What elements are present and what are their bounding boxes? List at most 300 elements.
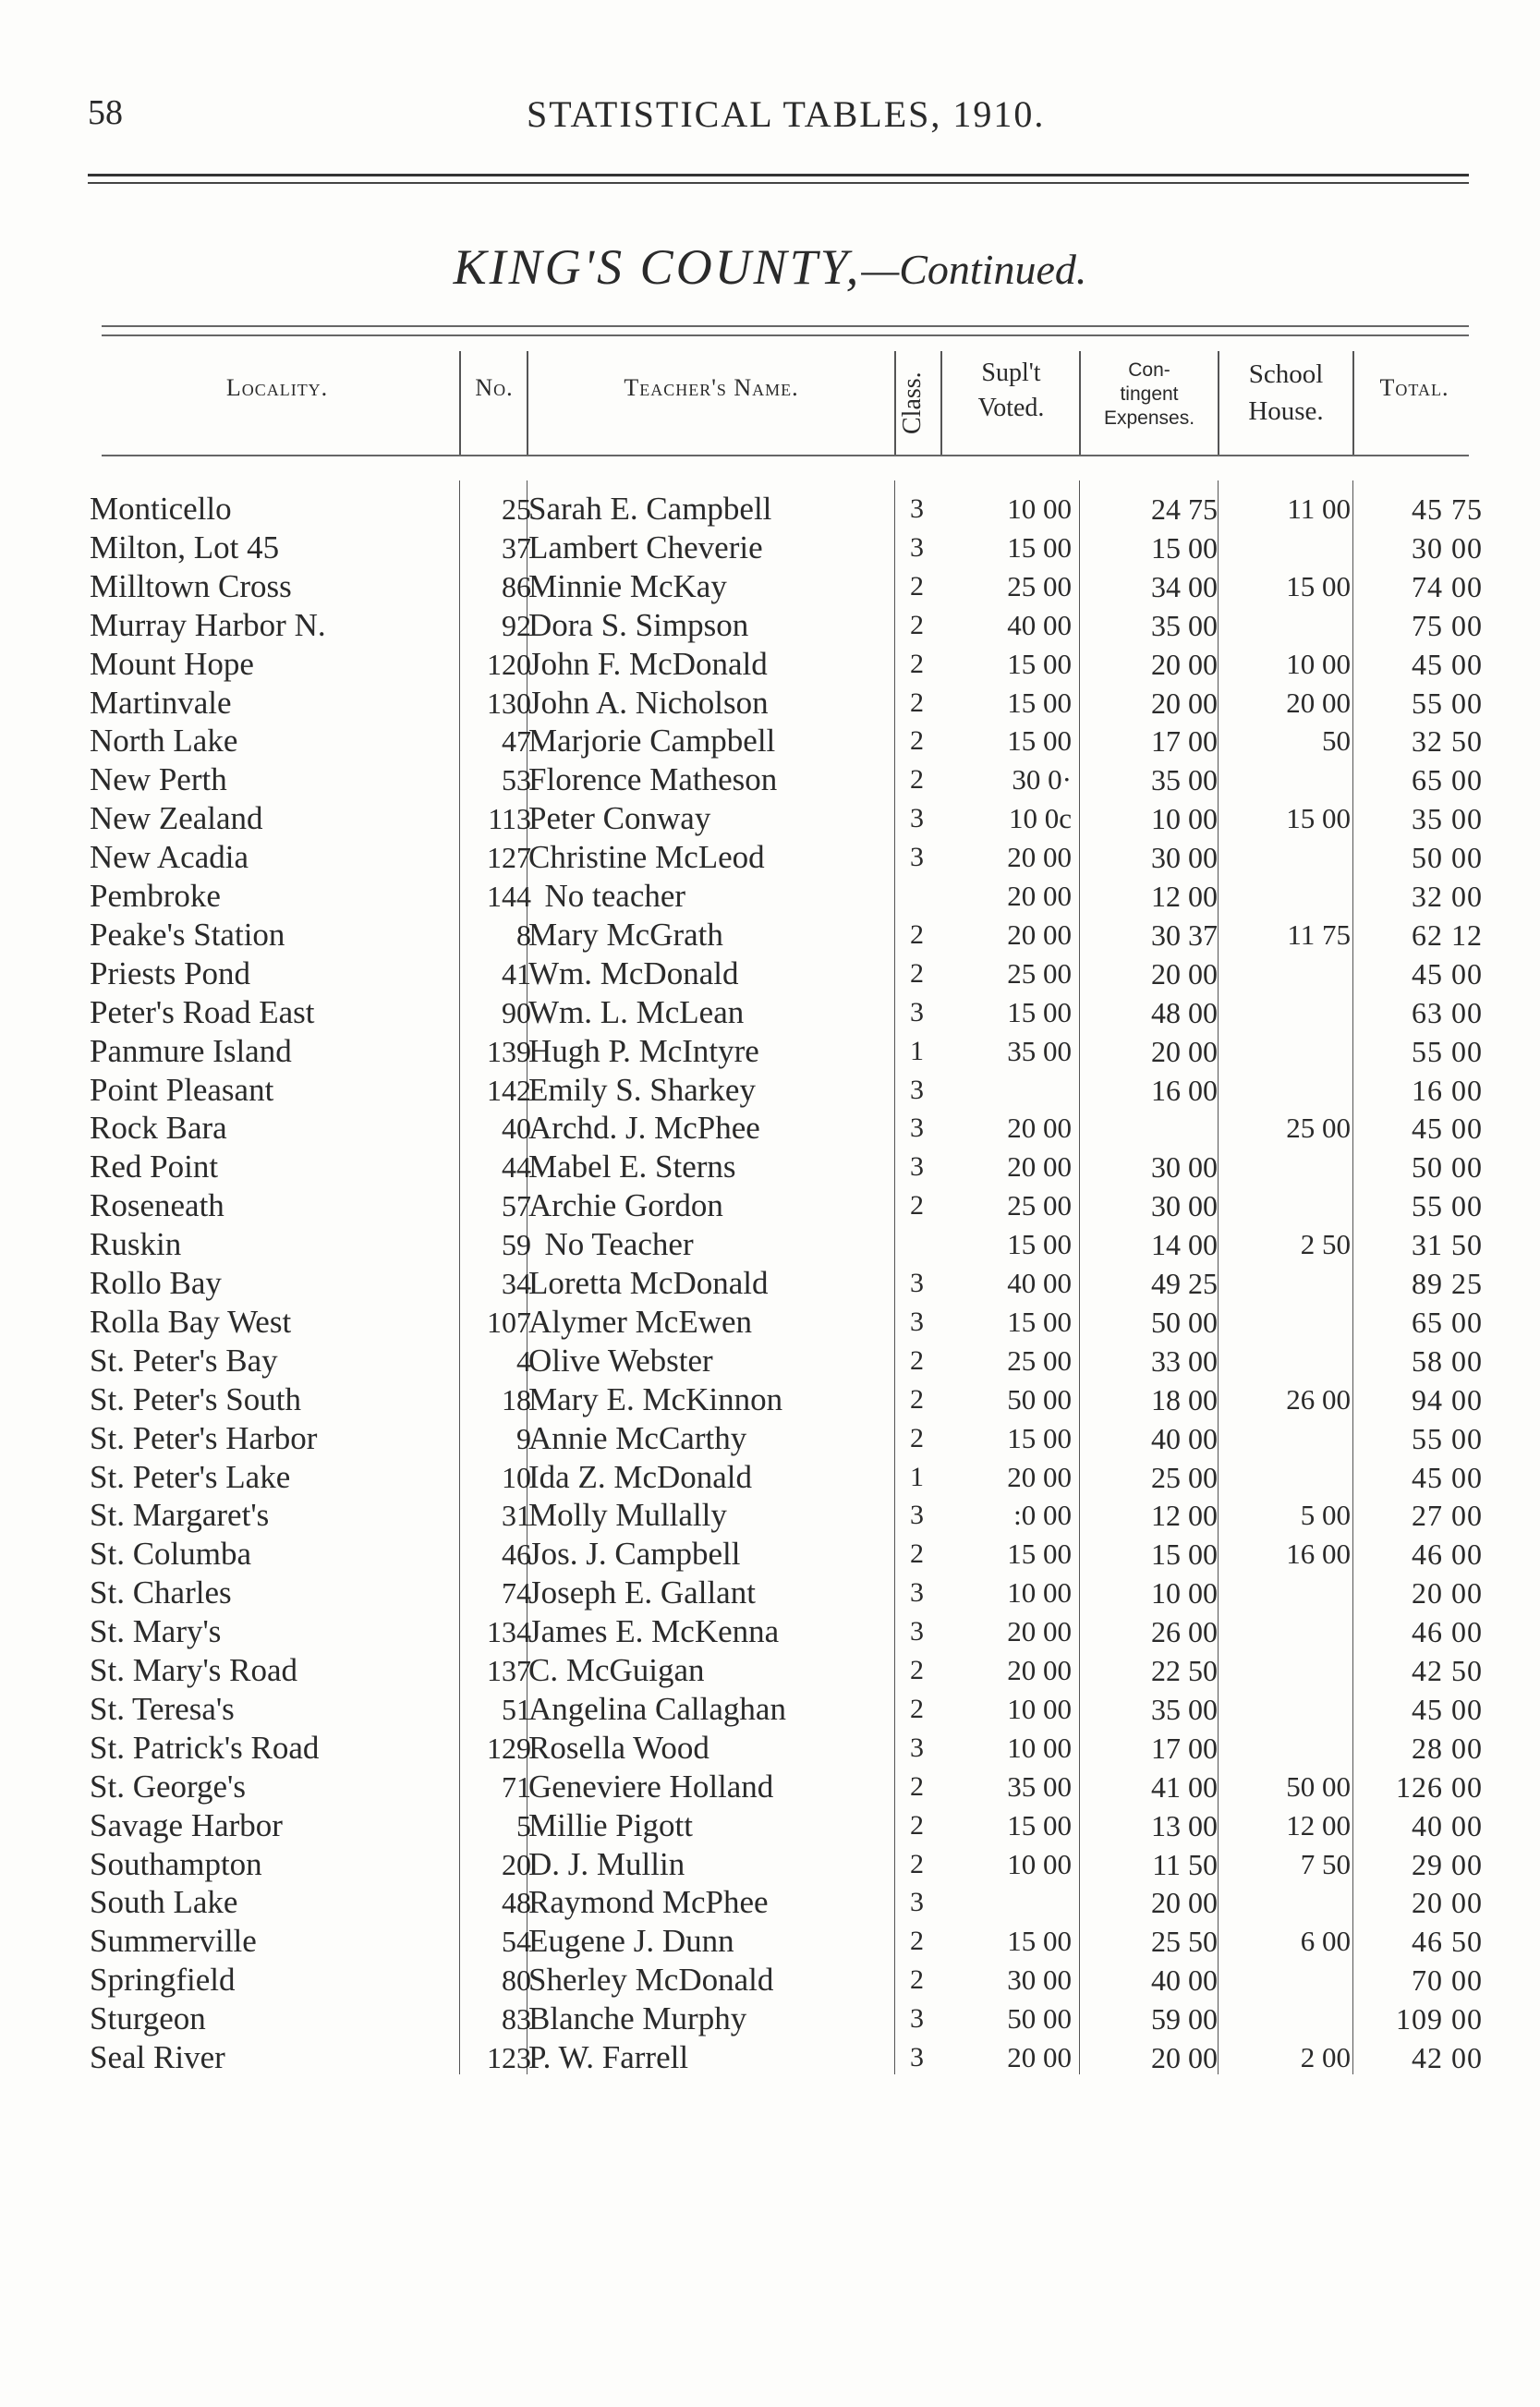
supplement-voted-cell: 25 00 bbox=[1007, 1189, 1072, 1222]
teacher-name-cell: Peter Conway bbox=[528, 800, 711, 836]
supplement-voted-cell: 20 00 bbox=[1007, 1654, 1072, 1686]
school-house-cell: 11 75 bbox=[1287, 918, 1351, 951]
col-header-contingent-line1: Con- bbox=[1128, 359, 1170, 381]
contingent-expenses-cell: 20 00 bbox=[1151, 2041, 1218, 2074]
school-number-cell: 74 bbox=[502, 1576, 531, 1610]
school-number-cell: 137 bbox=[487, 1654, 531, 1687]
class-cell: 3 bbox=[910, 1268, 924, 1298]
col-header-teacher: Teacher's Name. bbox=[624, 374, 799, 401]
col-header-contingent-line2: tingent bbox=[1120, 383, 1179, 405]
class-cell: 3 bbox=[910, 532, 924, 563]
supplement-voted-cell: 15 00 bbox=[1007, 1809, 1072, 1842]
contingent-expenses-cell: 35 00 bbox=[1151, 763, 1218, 796]
table-row bbox=[0, 838, 1540, 877]
table-row bbox=[0, 645, 1540, 684]
locality-cell: St. Mary's bbox=[90, 1613, 222, 1649]
locality-cell: St. Columba bbox=[90, 1536, 252, 1572]
table-row bbox=[0, 1496, 1540, 1535]
teacher-name-cell: Hugh P. McIntyre bbox=[528, 1033, 759, 1069]
teacher-name-cell: Eugene J. Dunn bbox=[528, 1923, 734, 1959]
teacher-name-cell: Minnie McKay bbox=[528, 568, 727, 604]
contingent-expenses-cell: 17 00 bbox=[1151, 724, 1218, 758]
supplement-voted-cell: 15 00 bbox=[1007, 1422, 1072, 1454]
class-cell: 2 bbox=[910, 1384, 924, 1415]
locality-cell: New Zealand bbox=[90, 800, 263, 836]
teacher-name-cell: Geneviere Holland bbox=[528, 1769, 774, 1805]
table-row bbox=[0, 1729, 1540, 1768]
table-row bbox=[0, 1574, 1540, 1612]
class-cell: 3 bbox=[910, 1500, 924, 1530]
supplement-voted-cell: 20 00 bbox=[1007, 1615, 1072, 1647]
school-number-cell: 80 bbox=[502, 1963, 531, 1997]
locality-cell: St. Margaret's bbox=[90, 1497, 270, 1533]
contingent-expenses-cell: 34 00 bbox=[1151, 570, 1218, 603]
total-cell: 63 00 bbox=[1412, 996, 1483, 1029]
supplement-voted-cell: :0 00 bbox=[1013, 1499, 1072, 1531]
teacher-name-cell: Lambert Cheverie bbox=[528, 529, 763, 565]
class-cell: 3 bbox=[910, 493, 924, 524]
col-header-school bbox=[1219, 356, 1352, 430]
contingent-expenses-cell: 11 50 bbox=[1152, 1848, 1218, 1881]
contingent-expenses-cell: 22 50 bbox=[1151, 1654, 1218, 1687]
total-cell: 55 00 bbox=[1412, 687, 1483, 720]
total-cell: 46 00 bbox=[1412, 1538, 1483, 1571]
teacher-name-cell: Loretta McDonald bbox=[528, 1265, 769, 1301]
total-cell: 20 00 bbox=[1412, 1576, 1483, 1610]
col-header-school-line1: School bbox=[1248, 359, 1324, 389]
section-title bbox=[0, 238, 1540, 296]
school-number-cell: 10 bbox=[502, 1461, 531, 1494]
teacher-name-cell: Alymer McEwen bbox=[528, 1304, 753, 1340]
supplement-voted-cell: 10 00 bbox=[1007, 1693, 1072, 1725]
total-cell: 31 50 bbox=[1412, 1228, 1483, 1261]
school-house-cell: 12 00 bbox=[1286, 1809, 1351, 1842]
supplement-voted-cell: 25 00 bbox=[1007, 957, 1072, 990]
total-cell: 42 50 bbox=[1412, 1654, 1483, 1687]
class-cell: 3 bbox=[910, 1112, 924, 1143]
total-cell: 50 00 bbox=[1412, 1150, 1483, 1184]
contingent-expenses-cell: 13 00 bbox=[1151, 1809, 1218, 1842]
supplement-voted-cell: 10 0c bbox=[1008, 802, 1072, 834]
col-divider bbox=[1352, 351, 1354, 455]
locality-cell: Sturgeon bbox=[90, 2000, 206, 2036]
school-number-cell: 8 bbox=[516, 918, 531, 952]
table-row bbox=[0, 1845, 1540, 1884]
col-header-suplt bbox=[944, 356, 1078, 426]
contingent-expenses-cell: 25 50 bbox=[1151, 1925, 1218, 1958]
table-row bbox=[0, 1768, 1540, 1806]
class-cell: 2 bbox=[910, 1538, 924, 1569]
school-number-cell: 9 bbox=[516, 1422, 531, 1455]
contingent-expenses-cell: 26 00 bbox=[1151, 1615, 1218, 1648]
contingent-expenses-cell: 30 37 bbox=[1151, 918, 1218, 952]
school-number-cell: 5 bbox=[516, 1809, 531, 1842]
class-cell: 1 bbox=[910, 1462, 924, 1492]
table-row bbox=[0, 1186, 1540, 1225]
supplement-voted-cell: 50 00 bbox=[1007, 1383, 1072, 1416]
school-number-cell: 83 bbox=[502, 2002, 531, 2036]
supplement-voted-cell: 20 00 bbox=[1007, 841, 1072, 873]
total-cell: 70 00 bbox=[1412, 1963, 1483, 1997]
continued-label: —Continued. bbox=[861, 246, 1087, 293]
contingent-expenses-cell: 40 00 bbox=[1151, 1963, 1218, 1997]
teacher-name-cell: Ida Z. McDonald bbox=[528, 1459, 753, 1495]
total-cell: 45 00 bbox=[1412, 1461, 1483, 1494]
class-cell: 2 bbox=[910, 1771, 924, 1802]
total-cell: 28 00 bbox=[1412, 1732, 1483, 1765]
col-header-suplt-line1: Supl't bbox=[981, 359, 1041, 387]
total-cell: 109 00 bbox=[1396, 2002, 1483, 2036]
locality-cell: St. Mary's Road bbox=[90, 1652, 298, 1688]
locality-cell: St. Peter's Bay bbox=[90, 1343, 278, 1379]
school-number-cell: 34 bbox=[502, 1267, 531, 1300]
class-cell: 3 bbox=[910, 1732, 924, 1763]
school-number-cell: 18 bbox=[502, 1383, 531, 1416]
contingent-expenses-cell: 10 00 bbox=[1151, 1576, 1218, 1610]
school-house-cell: 2 00 bbox=[1300, 2041, 1351, 2073]
school-number-cell: 129 bbox=[487, 1732, 531, 1765]
supplement-voted-cell: 20 00 bbox=[1007, 880, 1072, 912]
supplement-voted-cell: 20 00 bbox=[1007, 918, 1072, 951]
table-row bbox=[0, 954, 1540, 993]
school-number-cell: 20 bbox=[502, 1848, 531, 1881]
class-cell: 2 bbox=[910, 649, 924, 679]
col-header-no: No. bbox=[475, 374, 514, 401]
contingent-expenses-cell: 18 00 bbox=[1151, 1383, 1218, 1416]
teacher-name-cell: Dora S. Simpson bbox=[528, 607, 749, 643]
class-cell: 2 bbox=[910, 725, 924, 756]
locality-cell: St. George's bbox=[90, 1769, 246, 1805]
col-header-locality: Locality. bbox=[225, 374, 329, 401]
contingent-expenses-cell: 10 00 bbox=[1151, 802, 1218, 835]
contingent-expenses-cell: 17 00 bbox=[1151, 1732, 1218, 1765]
class-cell: 2 bbox=[910, 919, 924, 950]
contingent-expenses-cell: 40 00 bbox=[1151, 1422, 1218, 1455]
contingent-expenses-cell: 12 00 bbox=[1151, 880, 1218, 913]
contingent-expenses-cell: 16 00 bbox=[1151, 1074, 1218, 1107]
total-cell: 45 00 bbox=[1412, 957, 1483, 991]
class-cell: 2 bbox=[910, 571, 924, 602]
teacher-name-cell: Archd. J. McPhee bbox=[528, 1110, 760, 1146]
table-row bbox=[0, 1225, 1540, 1264]
total-cell: 94 00 bbox=[1412, 1383, 1483, 1416]
col-divider bbox=[894, 351, 896, 455]
school-number-cell: 53 bbox=[502, 763, 531, 796]
locality-cell: Milltown Cross bbox=[90, 568, 292, 604]
class-cell: 2 bbox=[910, 1345, 924, 1376]
locality-cell: Springfield bbox=[90, 1962, 236, 1998]
total-cell: 40 00 bbox=[1412, 1809, 1483, 1842]
locality-cell: Peter's Road East bbox=[90, 994, 315, 1030]
supplement-voted-cell: 20 00 bbox=[1007, 1461, 1072, 1493]
table-row bbox=[0, 1303, 1540, 1342]
school-number-cell: 44 bbox=[502, 1150, 531, 1184]
school-house-cell: 15 00 bbox=[1286, 802, 1351, 834]
locality-cell: Pembroke bbox=[90, 878, 221, 914]
class-cell: 3 bbox=[910, 2003, 924, 2034]
total-cell: 32 00 bbox=[1412, 880, 1483, 913]
table-row bbox=[0, 1071, 1540, 1110]
locality-cell: Priests Pond bbox=[90, 955, 251, 991]
total-cell: 32 50 bbox=[1412, 724, 1483, 758]
locality-cell: Savage Harbor bbox=[90, 1807, 283, 1843]
teacher-name-cell: Olive Webster bbox=[528, 1343, 713, 1379]
table-row bbox=[0, 1264, 1540, 1303]
class-cell: 2 bbox=[910, 1849, 924, 1879]
total-cell: 30 00 bbox=[1412, 531, 1483, 565]
class-cell: 3 bbox=[910, 842, 924, 872]
teacher-name-cell: John F. McDonald bbox=[528, 646, 768, 682]
locality-cell: St. Peter's Lake bbox=[90, 1459, 291, 1495]
locality-cell: New Acadia bbox=[90, 839, 249, 875]
teacher-name-cell: No teacher bbox=[528, 878, 686, 914]
contingent-expenses-cell: 30 00 bbox=[1151, 1150, 1218, 1184]
teacher-name-cell: C. McGuigan bbox=[528, 1652, 705, 1688]
header-rule-thin bbox=[88, 182, 1469, 184]
supplement-voted-cell: 40 00 bbox=[1007, 609, 1072, 641]
class-cell: 2 bbox=[910, 1926, 924, 1956]
teacher-name-cell: Wm. McDonald bbox=[528, 955, 739, 991]
total-cell: 58 00 bbox=[1412, 1344, 1483, 1378]
table-row bbox=[0, 1651, 1540, 1690]
teacher-name-cell: Joseph E. Gallant bbox=[528, 1574, 756, 1611]
school-number-cell: 37 bbox=[502, 531, 531, 565]
school-number-cell: 41 bbox=[502, 957, 531, 991]
teacher-name-cell: Jos. J. Campbell bbox=[528, 1536, 741, 1572]
total-cell: 65 00 bbox=[1412, 763, 1483, 796]
supplement-voted-cell: 20 00 bbox=[1007, 1150, 1072, 1183]
contingent-expenses-cell: 41 00 bbox=[1151, 1770, 1218, 1804]
total-cell: 62 12 bbox=[1412, 918, 1483, 952]
class-cell: 3 bbox=[910, 1151, 924, 1182]
contingent-expenses-cell: 50 00 bbox=[1151, 1306, 1218, 1339]
running-title: STATISTICAL TABLES, 1910. bbox=[527, 93, 1046, 135]
table-header-rule-top-inner bbox=[102, 334, 1469, 336]
teacher-name-cell: Sarah E. Campbell bbox=[528, 491, 772, 527]
teacher-name-cell: Mary E. McKinnon bbox=[528, 1381, 783, 1417]
running-head bbox=[88, 92, 1473, 148]
total-cell: 55 00 bbox=[1412, 1189, 1483, 1222]
school-house-cell: 25 00 bbox=[1286, 1112, 1351, 1144]
school-house-cell: 5 00 bbox=[1300, 1499, 1351, 1531]
school-house-cell: 7 50 bbox=[1300, 1848, 1351, 1880]
total-cell: 126 00 bbox=[1396, 1770, 1483, 1804]
teacher-name-cell: Emily S. Sharkey bbox=[528, 1072, 756, 1108]
county-name: KING'S COUNTY, bbox=[453, 239, 862, 295]
table-row bbox=[0, 1380, 1540, 1419]
supplement-voted-cell: 10 00 bbox=[1007, 1576, 1072, 1609]
table-header-rule-top bbox=[102, 325, 1469, 327]
col-header-contingent-line3: Expenses. bbox=[1103, 407, 1195, 429]
total-cell: 46 00 bbox=[1412, 1615, 1483, 1648]
supplement-voted-cell: 40 00 bbox=[1007, 1267, 1072, 1299]
locality-cell: Rollo Bay bbox=[90, 1265, 222, 1301]
table-row bbox=[0, 1342, 1540, 1380]
table-row bbox=[0, 1612, 1540, 1651]
locality-cell: St. Peter's South bbox=[90, 1381, 301, 1417]
locality-cell: North Lake bbox=[90, 723, 238, 759]
class-cell: 2 bbox=[910, 1810, 924, 1841]
table-row bbox=[0, 1535, 1540, 1574]
table-row bbox=[0, 799, 1540, 838]
teacher-name-cell: Rosella Wood bbox=[528, 1730, 709, 1766]
contingent-expenses-cell: 25 00 bbox=[1151, 1461, 1218, 1494]
school-number-cell: 113 bbox=[488, 802, 531, 835]
locality-cell: Point Pleasant bbox=[90, 1072, 274, 1108]
supplement-voted-cell: 25 00 bbox=[1007, 570, 1072, 602]
school-house-cell: 15 00 bbox=[1286, 570, 1351, 602]
school-number-cell: 120 bbox=[487, 648, 531, 681]
class-cell: 3 bbox=[910, 1075, 924, 1105]
supplement-voted-cell: 10 00 bbox=[1007, 1732, 1072, 1764]
col-divider bbox=[940, 351, 942, 455]
school-number-cell: 144 bbox=[487, 880, 531, 913]
school-number-cell: 47 bbox=[502, 724, 531, 758]
table-row bbox=[0, 1032, 1540, 1071]
table-header-rule-bottom bbox=[102, 455, 1469, 456]
table-row bbox=[0, 490, 1540, 529]
contingent-expenses-cell: 35 00 bbox=[1151, 609, 1218, 642]
header-rule-thick bbox=[88, 174, 1469, 176]
class-cell: 2 bbox=[910, 958, 924, 989]
class-cell: 3 bbox=[910, 803, 924, 833]
locality-cell: Milton, Lot 45 bbox=[90, 529, 280, 565]
school-number-cell: 86 bbox=[502, 570, 531, 603]
supplement-voted-cell: 30 00 bbox=[1007, 1963, 1072, 1996]
teacher-name-cell: No Teacher bbox=[528, 1226, 694, 1262]
class-cell: 3 bbox=[910, 2042, 924, 2073]
total-cell: 45 75 bbox=[1412, 492, 1483, 526]
teacher-name-cell: Millie Pigott bbox=[528, 1807, 693, 1843]
school-number-cell: 127 bbox=[487, 841, 531, 874]
col-header-school-line2: House. bbox=[1248, 396, 1324, 426]
contingent-expenses-cell: 20 00 bbox=[1151, 1035, 1218, 1068]
locality-cell: Panmure Island bbox=[90, 1033, 292, 1069]
table-row bbox=[0, 606, 1540, 645]
teacher-name-cell: James E. McKenna bbox=[528, 1613, 780, 1649]
school-number-cell: 31 bbox=[502, 1499, 531, 1532]
supplement-voted-cell: 15 00 bbox=[1007, 1925, 1072, 1957]
supplement-voted-cell: 15 00 bbox=[1007, 648, 1072, 680]
supplement-voted-cell: 10 00 bbox=[1007, 492, 1072, 525]
class-cell: 3 bbox=[910, 997, 924, 1027]
school-number-cell: 107 bbox=[487, 1306, 531, 1339]
teacher-name-cell: Molly Mullally bbox=[528, 1497, 727, 1533]
total-cell: 74 00 bbox=[1412, 570, 1483, 603]
locality-cell: St. Charles bbox=[90, 1574, 232, 1611]
supplement-voted-cell: 15 00 bbox=[1007, 996, 1072, 1028]
page-number: 58 bbox=[88, 93, 123, 132]
table-row bbox=[0, 1148, 1540, 1186]
total-cell: 50 00 bbox=[1412, 841, 1483, 874]
school-house-cell: 20 00 bbox=[1286, 687, 1351, 719]
class-cell: 2 bbox=[910, 1655, 924, 1685]
col-divider bbox=[459, 351, 461, 455]
locality-cell: St. Peter's Harbor bbox=[90, 1420, 318, 1456]
school-number-cell: 130 bbox=[487, 687, 531, 720]
contingent-expenses-cell: 15 00 bbox=[1151, 1538, 1218, 1571]
contingent-expenses-cell: 35 00 bbox=[1151, 1693, 1218, 1726]
table-row bbox=[0, 1922, 1540, 1961]
supplement-voted-cell: 15 00 bbox=[1007, 687, 1072, 719]
total-cell: 20 00 bbox=[1412, 1886, 1483, 1919]
contingent-expenses-cell: 49 25 bbox=[1151, 1267, 1218, 1300]
table-row bbox=[0, 1883, 1540, 1922]
school-number-cell: 139 bbox=[487, 1035, 531, 1068]
locality-cell: Southampton bbox=[90, 1846, 262, 1882]
supplement-voted-cell: 15 00 bbox=[1007, 531, 1072, 564]
teacher-name-cell: D. J. Mullin bbox=[528, 1846, 685, 1882]
locality-cell: New Perth bbox=[90, 761, 227, 797]
total-cell: 46 50 bbox=[1412, 1925, 1483, 1958]
class-cell: 2 bbox=[910, 764, 924, 795]
teacher-name-cell: Angelina Callaghan bbox=[528, 1691, 786, 1727]
col-divider bbox=[527, 351, 528, 455]
contingent-expenses-cell: 33 00 bbox=[1151, 1344, 1218, 1378]
total-cell: 45 00 bbox=[1412, 648, 1483, 681]
class-cell: 3 bbox=[910, 1616, 924, 1647]
total-cell: 35 00 bbox=[1412, 802, 1483, 835]
school-number-cell: 90 bbox=[502, 996, 531, 1029]
total-cell: 45 00 bbox=[1412, 1693, 1483, 1726]
table-row bbox=[0, 1690, 1540, 1729]
col-header-total: Total. bbox=[1379, 374, 1449, 401]
contingent-expenses-cell: 14 00 bbox=[1151, 1228, 1218, 1261]
teacher-name-cell: Archie Gordon bbox=[528, 1187, 723, 1223]
supplement-voted-cell: 10 00 bbox=[1007, 1848, 1072, 1880]
school-number-cell: 134 bbox=[487, 1615, 531, 1648]
school-number-cell: 40 bbox=[502, 1112, 531, 1145]
table-row bbox=[0, 529, 1540, 567]
school-house-cell: 11 00 bbox=[1287, 492, 1351, 525]
school-house-cell: 50 00 bbox=[1286, 1770, 1351, 1803]
contingent-expenses-cell: 20 00 bbox=[1151, 648, 1218, 681]
contingent-expenses-cell: 15 00 bbox=[1151, 531, 1218, 565]
teacher-name-cell: Raymond McPhee bbox=[528, 1884, 769, 1920]
class-cell: 2 bbox=[910, 1190, 924, 1221]
locality-cell: St. Teresa's bbox=[90, 1691, 235, 1727]
table-row bbox=[0, 1806, 1540, 1845]
table-row bbox=[0, 1109, 1540, 1148]
teacher-name-cell: Marjorie Campbell bbox=[528, 723, 776, 759]
table-row bbox=[0, 916, 1540, 954]
supplement-voted-cell: 30 0· bbox=[1012, 763, 1072, 796]
col-header-contingent bbox=[1081, 359, 1218, 431]
total-cell: 75 00 bbox=[1412, 609, 1483, 642]
total-cell: 65 00 bbox=[1412, 1306, 1483, 1339]
total-cell: 89 25 bbox=[1412, 1267, 1483, 1300]
table-row bbox=[0, 760, 1540, 799]
table-row bbox=[0, 2038, 1540, 2077]
teacher-name-cell: Annie McCarthy bbox=[528, 1420, 747, 1456]
table-row bbox=[0, 1419, 1540, 1458]
class-cell: 3 bbox=[910, 1577, 924, 1608]
school-number-cell: 71 bbox=[502, 1770, 531, 1804]
locality-cell: Mount Hope bbox=[90, 646, 254, 682]
school-house-cell: 50 bbox=[1322, 724, 1351, 757]
supplement-voted-cell: 15 00 bbox=[1007, 1538, 1072, 1570]
school-number-cell: 57 bbox=[502, 1189, 531, 1222]
school-house-cell: 10 00 bbox=[1286, 648, 1351, 680]
teacher-name-cell: Mabel E. Sterns bbox=[528, 1149, 736, 1185]
teacher-name-cell: John A. Nicholson bbox=[528, 685, 769, 721]
contingent-expenses-cell: 30 00 bbox=[1151, 1189, 1218, 1222]
locality-cell: Peake's Station bbox=[90, 917, 285, 953]
total-cell: 27 00 bbox=[1412, 1499, 1483, 1532]
table-row bbox=[0, 567, 1540, 606]
class-cell: 2 bbox=[910, 610, 924, 640]
locality-cell: Summerville bbox=[90, 1923, 257, 1959]
